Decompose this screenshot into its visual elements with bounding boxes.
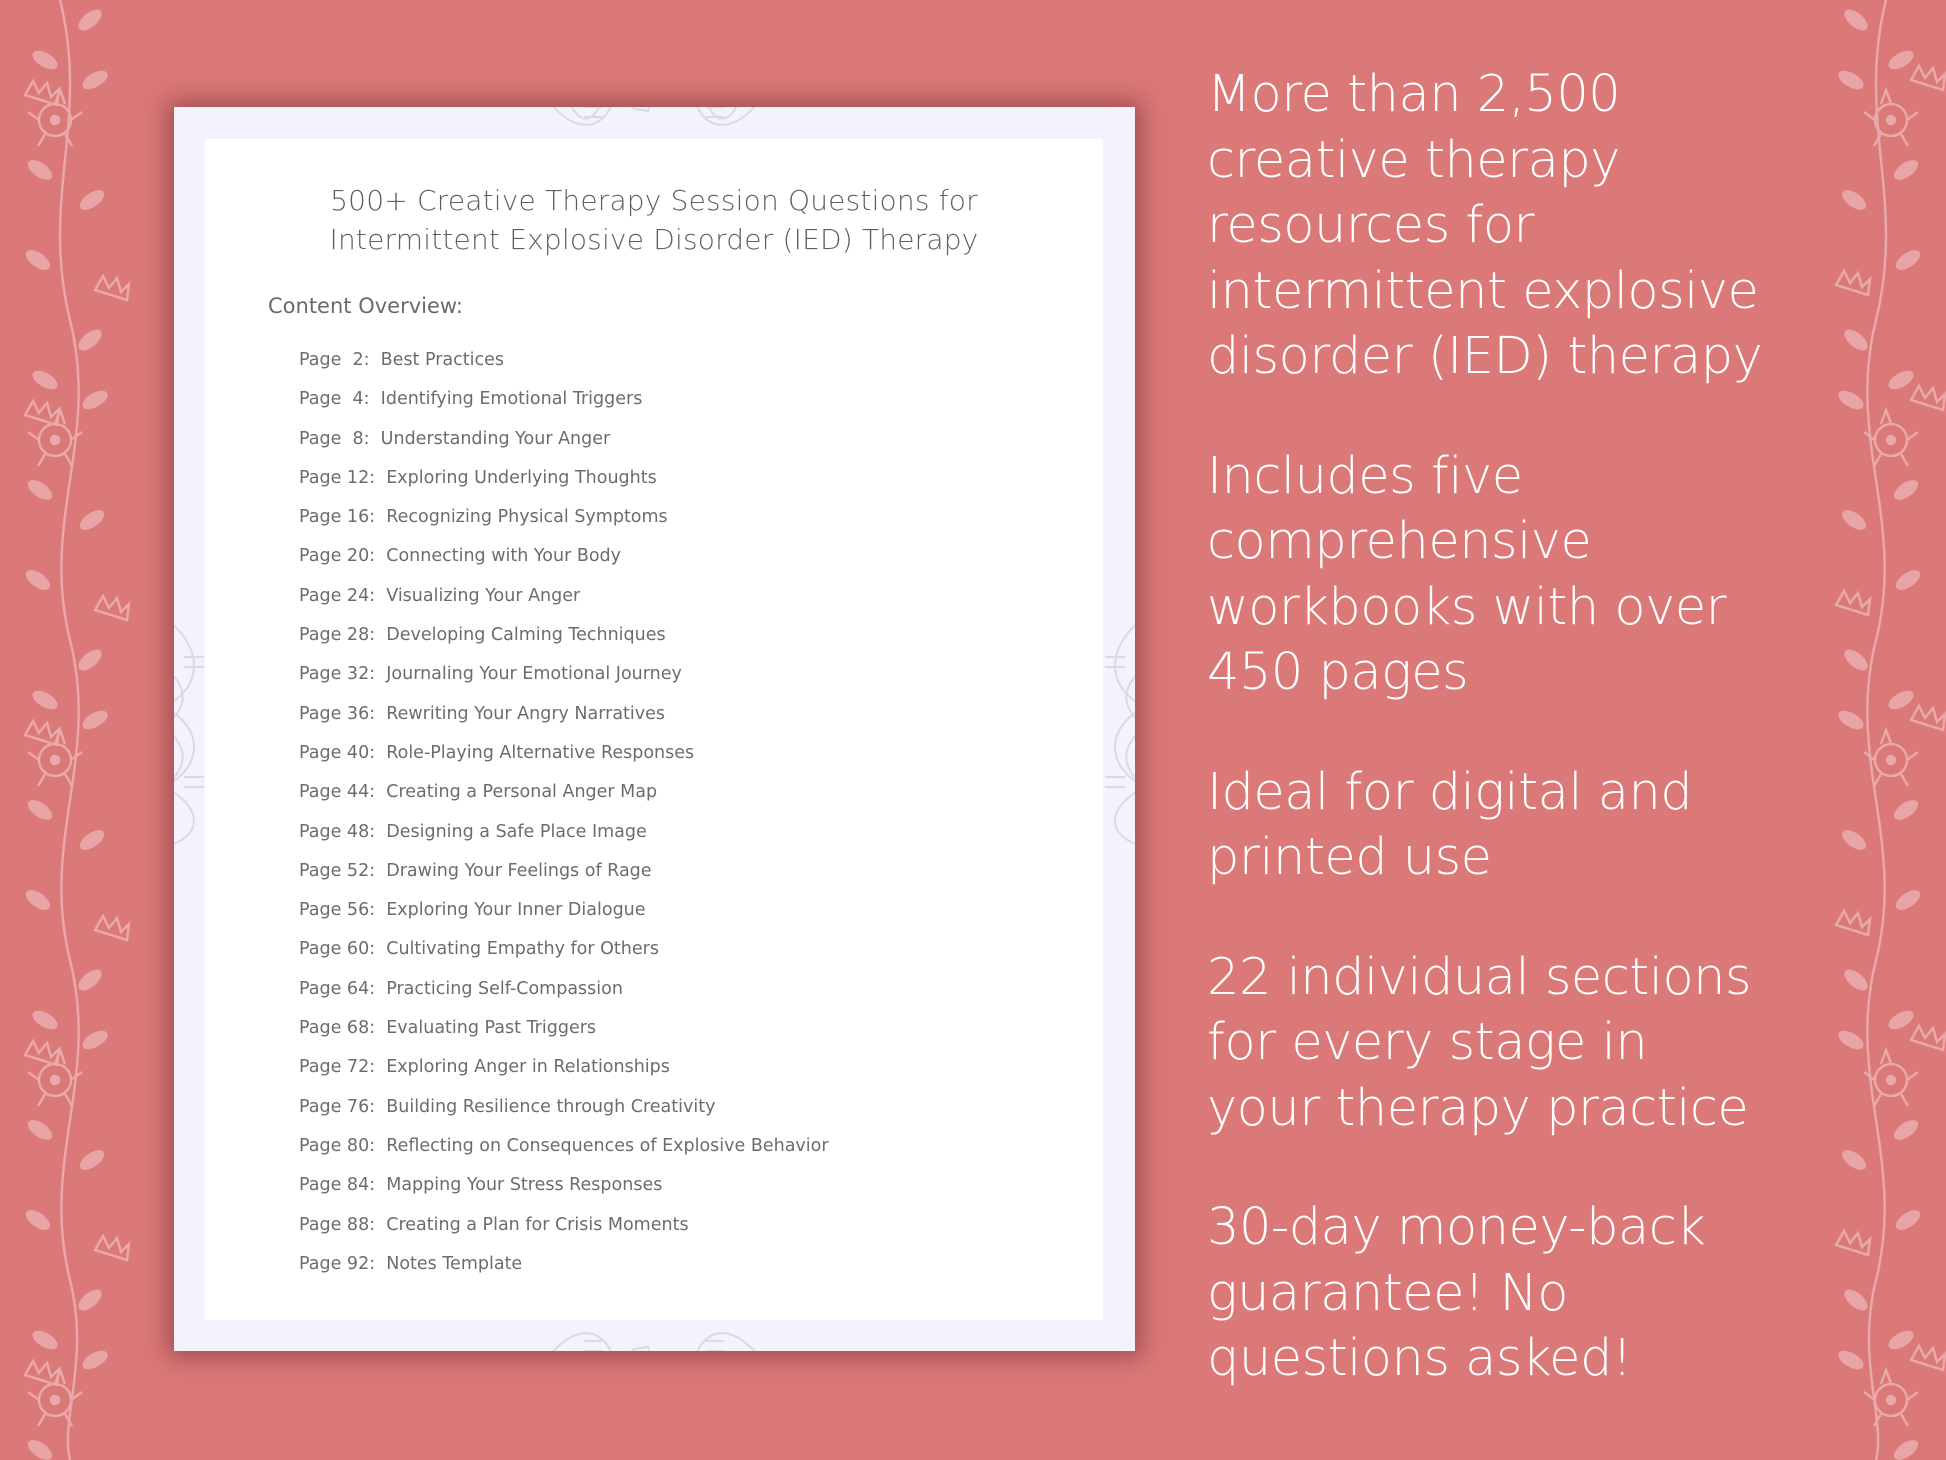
toc-item: Page 68: Evaluating Past Triggers (299, 1018, 597, 1039)
mandala-left-icon (174, 607, 209, 847)
toc-item: Page 60: Cultivating Empathy for Others (299, 939, 659, 960)
feature-list (1207, 62, 1767, 1392)
toc-item: Page 76: Building Resilience through Creativity (299, 1096, 716, 1117)
feature-digital-printed: Ideal for digital and printed use (1207, 762, 1693, 887)
document-title-line-2: Intermittent Explosive Disorder (IED) Therapy (329, 223, 979, 256)
toc-item: Page 20: Connecting with Your Body (299, 546, 622, 567)
toc-item: Page 72: Exploring Anger in Relationships (299, 1057, 670, 1078)
document-title-line-1: 500+ Creative Therapy Session Questions for (330, 184, 978, 217)
table-of-contents (299, 341, 829, 1284)
feature-resources: More than 2,500 creative therapy resources for intermittent explosive disorder (IED) therapy (1207, 65, 1763, 386)
toc-item: Page 48: Designing a Safe Place Image (299, 821, 647, 842)
document-preview-card (174, 107, 1135, 1351)
toc-item: Page 44: Creating a Personal Anger Map (299, 782, 658, 803)
toc-item: Page 52: Drawing Your Feelings of Rage (299, 860, 652, 881)
toc-item: Page 88: Creating a Plan for Crisis Moments (299, 1214, 689, 1235)
toc-item: Page 64: Practicing Self-Compassion (299, 978, 623, 999)
toc-item: Page 56: Exploring Your Inner Dialogue (299, 900, 646, 921)
toc-item: Page 16: Recognizing Physical Symptoms (299, 507, 668, 528)
toc-item: Page 8: Understanding Your Anger (299, 428, 611, 449)
toc-item: Page 36: Rewriting Your Angry Narratives (299, 703, 666, 724)
feature-guarantee: 30-day money-back guarantee! No questions asked! (1207, 1198, 1706, 1388)
mandala-right-icon (1100, 607, 1135, 847)
feature-sections: 22 individual sections for every stage in your therapy practice (1207, 947, 1752, 1138)
toc-item: Page 40: Role-Playing Alternative Responses (299, 742, 695, 763)
toc-item: Page 80: Reflecting on Consequences of Explosive Behavior (299, 1135, 829, 1156)
feature-workbooks: Includes five comprehensive workbooks with over 450 pages (1207, 446, 1727, 702)
floral-vine-right-icon (1806, 0, 1946, 1460)
toc-item: Page 12: Exploring Underlying Thoughts (299, 467, 657, 488)
toc-item: Page 4: Identifying Emotional Triggers (299, 389, 643, 410)
document-title (205, 181, 1103, 259)
toc-item: Page 92: Notes Template (299, 1253, 523, 1274)
floral-vine-left-icon (0, 0, 140, 1460)
toc-item: Page 84: Mapping Your Stress Responses (299, 1175, 663, 1196)
toc-item: Page 24: Visualizing Your Anger (299, 585, 581, 606)
toc-item: Page 28: Developing Calming Techniques (299, 625, 666, 646)
toc-item: Page 2: Best Practices (299, 350, 505, 370)
toc-item: Page 32: Journaling Your Emotional Journey (299, 664, 682, 685)
content-overview-label: Content Overview: (268, 294, 463, 318)
document-page (205, 139, 1103, 1320)
